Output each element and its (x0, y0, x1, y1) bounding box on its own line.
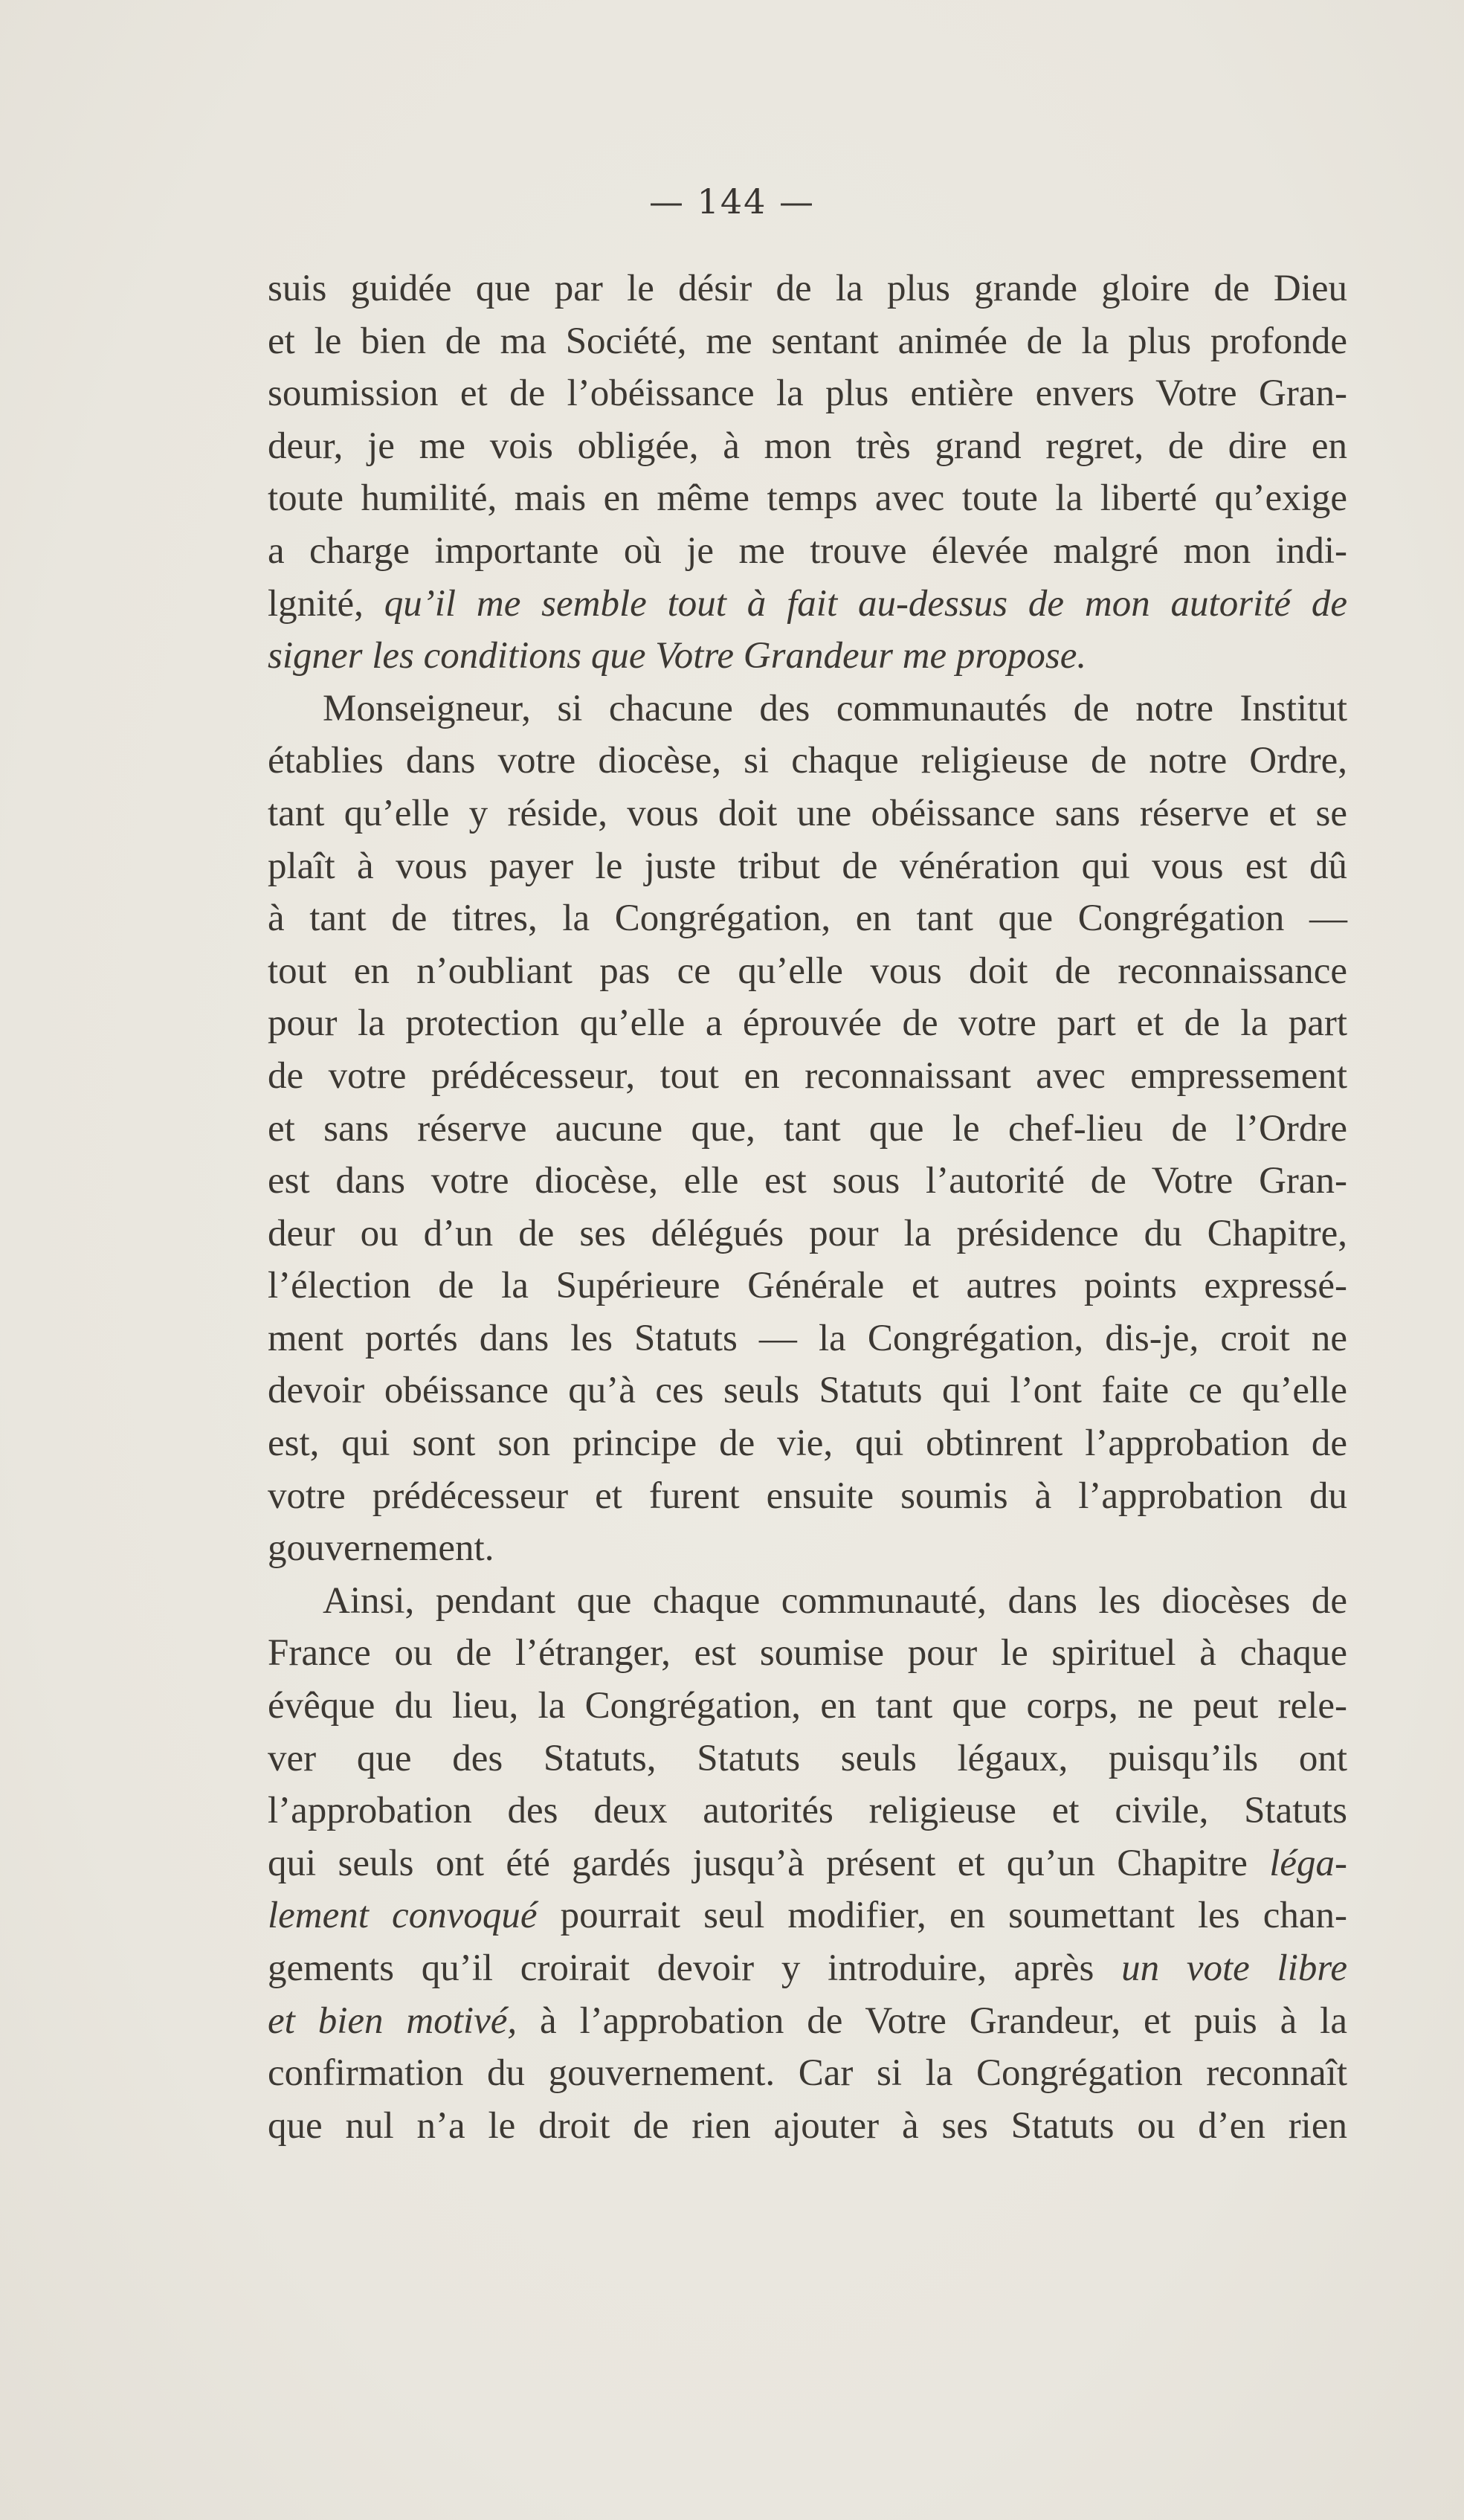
text-line (268, 1103, 1347, 1156)
text-segment: à l’approbation de Votre Grandeur, et puis à la (517, 1999, 1347, 2042)
text-line (268, 787, 1347, 840)
text-segment: deur ou d’un de ses délégués pour la présidence du Chapitre, (268, 1212, 1347, 1254)
text-line (268, 525, 1347, 578)
text-segment: et le bien de ma Société, me sentant animée de la plus profonde (268, 320, 1347, 362)
italic-text: léga- (1269, 1842, 1347, 1884)
text-segment: à tant de titres, la Congrégation, en tant que Congrégation — (268, 898, 1347, 940)
text-line (268, 1575, 1347, 1628)
italic-text: signer les conditions que Votre Grandeur me propose. (268, 635, 1087, 677)
text-segment: est dans votre diocèse, elle est sous l’autorité de Votre Gran- (268, 1160, 1347, 1202)
text-line (268, 1522, 1347, 1575)
text-line (268, 472, 1347, 525)
text-segment: tant qu’elle y réside, vous doit une obéissance sans réserve et se (268, 792, 1347, 834)
text-line (268, 630, 1347, 683)
text-line (268, 578, 1347, 631)
text-line (268, 315, 1347, 368)
text-segment: l’élection de la Supérieure Générale et autres points expressé- (268, 1265, 1347, 1307)
text-line (268, 1417, 1347, 1470)
text-line (268, 1942, 1347, 1995)
text-segment: que nul n’a le droit de rien ajouter à ses Statuts ou d’en rien (268, 2104, 1347, 2147)
text-line (268, 1208, 1347, 1260)
text-line (268, 1680, 1347, 1733)
text-line (268, 1312, 1347, 1365)
text-line (268, 735, 1347, 787)
page-number: — 144 — (648, 181, 816, 222)
text-segment: lgnité, (268, 582, 384, 625)
text-segment: est, qui sont son principe de vie, qui obtinrent l’approbation de (268, 1422, 1347, 1465)
text-segment: votre prédécesseur et furent ensuite soumis à l’approbation du (268, 1475, 1347, 1517)
text-line (268, 1050, 1347, 1103)
text-segment: établies dans votre diocèse, si chaque religieuse de notre Ordre, (268, 740, 1347, 782)
italic-text: lement convoqué (268, 1895, 538, 1937)
text-line (268, 1785, 1347, 1837)
text-segment: plaît à vous payer le juste tribut de vénération qui vous est dû (268, 845, 1347, 887)
text-line (268, 1627, 1347, 1680)
text-segment: confirmation du gouvernement. Car si la Congrégation reconnaît (268, 2052, 1347, 2095)
text-line (268, 1733, 1347, 1785)
text-line (268, 1837, 1347, 1890)
italic-text: et bien motivé, (268, 1999, 517, 2042)
text-line (268, 1995, 1347, 2048)
text-segment: évêque du lieu, la Congrégation, en tant que corps, ne peut rele- (268, 1685, 1347, 1727)
italic-text: qu’il me semble tout à fait au-dessus de mon autorité de (384, 582, 1347, 625)
text-segment: France ou de l’étranger, est soumise pour le spirituel à chaque (268, 1632, 1347, 1675)
text-line (268, 945, 1347, 998)
text-line (268, 683, 1347, 735)
text-segment: a charge importante où je me trouve élevée malgré mon indi- (268, 529, 1347, 572)
text-segment: toute humilité, mais en même temps avec toute la liberté qu’exige (268, 477, 1347, 520)
text-segment: l’approbation des deux autorités religieuse et civile, Statuts (268, 1790, 1347, 1832)
text-segment: pourrait seul modifier, en soumettant les chan- (537, 1895, 1347, 1937)
text-segment: de votre prédécesseur, tout en reconnaissant avec empressement (268, 1054, 1347, 1097)
text-segment: et sans réserve aucune que, tant que le chef-lieu de l’Ordre (268, 1107, 1347, 1150)
text-segment: Monseigneur, si chacune des communautés de notre Institut (323, 687, 1347, 729)
text-line (268, 892, 1347, 945)
italic-text: un vote libre (1121, 1947, 1347, 1989)
text-segment: tout en n’oubliant pas ce qu’elle vous doit de reconnaissance (268, 950, 1347, 992)
text-line (268, 1470, 1347, 1523)
text-segment: gements qu’il croirait devoir y introduire, après (268, 1947, 1122, 1989)
text-segment: ment portés dans les Statuts — la Congrégation, dis-je, croit ne (268, 1317, 1347, 1359)
text-line (268, 997, 1347, 1050)
text-line (268, 1155, 1347, 1208)
text-segment: ver que des Statuts, Statuts seuls légaux, puisqu’ils ont (268, 1737, 1347, 1779)
text-segment: qui seuls ont été gardés jusqu’à présent et qu’un Chapitre (268, 1842, 1270, 1884)
text-segment: suis guidée que par le désir de la plus grande gloire de Dieu (268, 268, 1347, 309)
text-segment: gouvernement. (268, 1527, 494, 1570)
text-line (268, 262, 1347, 315)
text-line (268, 2100, 1347, 2153)
body-text (268, 262, 1347, 2152)
text-segment: pour la protection qu’elle a éprouvée de votre part et de la part (268, 1002, 1347, 1045)
text-segment: soumission et de l’obéissance la plus entière envers Votre Gran- (268, 373, 1347, 415)
text-line (268, 420, 1347, 473)
text-line (268, 840, 1347, 893)
text-line (268, 1364, 1347, 1417)
text-line (268, 2047, 1347, 2100)
text-segment: Ainsi, pendant que chaque communauté, dans les diocèses de (323, 1579, 1347, 1622)
text-line (268, 1260, 1347, 1312)
text-line (268, 1889, 1347, 1942)
text-segment: devoir obéissance qu’à ces seuls Statuts qui l’ont faite ce qu’elle (268, 1370, 1347, 1412)
text-segment: deur, je me vois obligée, à mon très grand regret, de dire en (268, 425, 1347, 467)
text-line (268, 367, 1347, 420)
